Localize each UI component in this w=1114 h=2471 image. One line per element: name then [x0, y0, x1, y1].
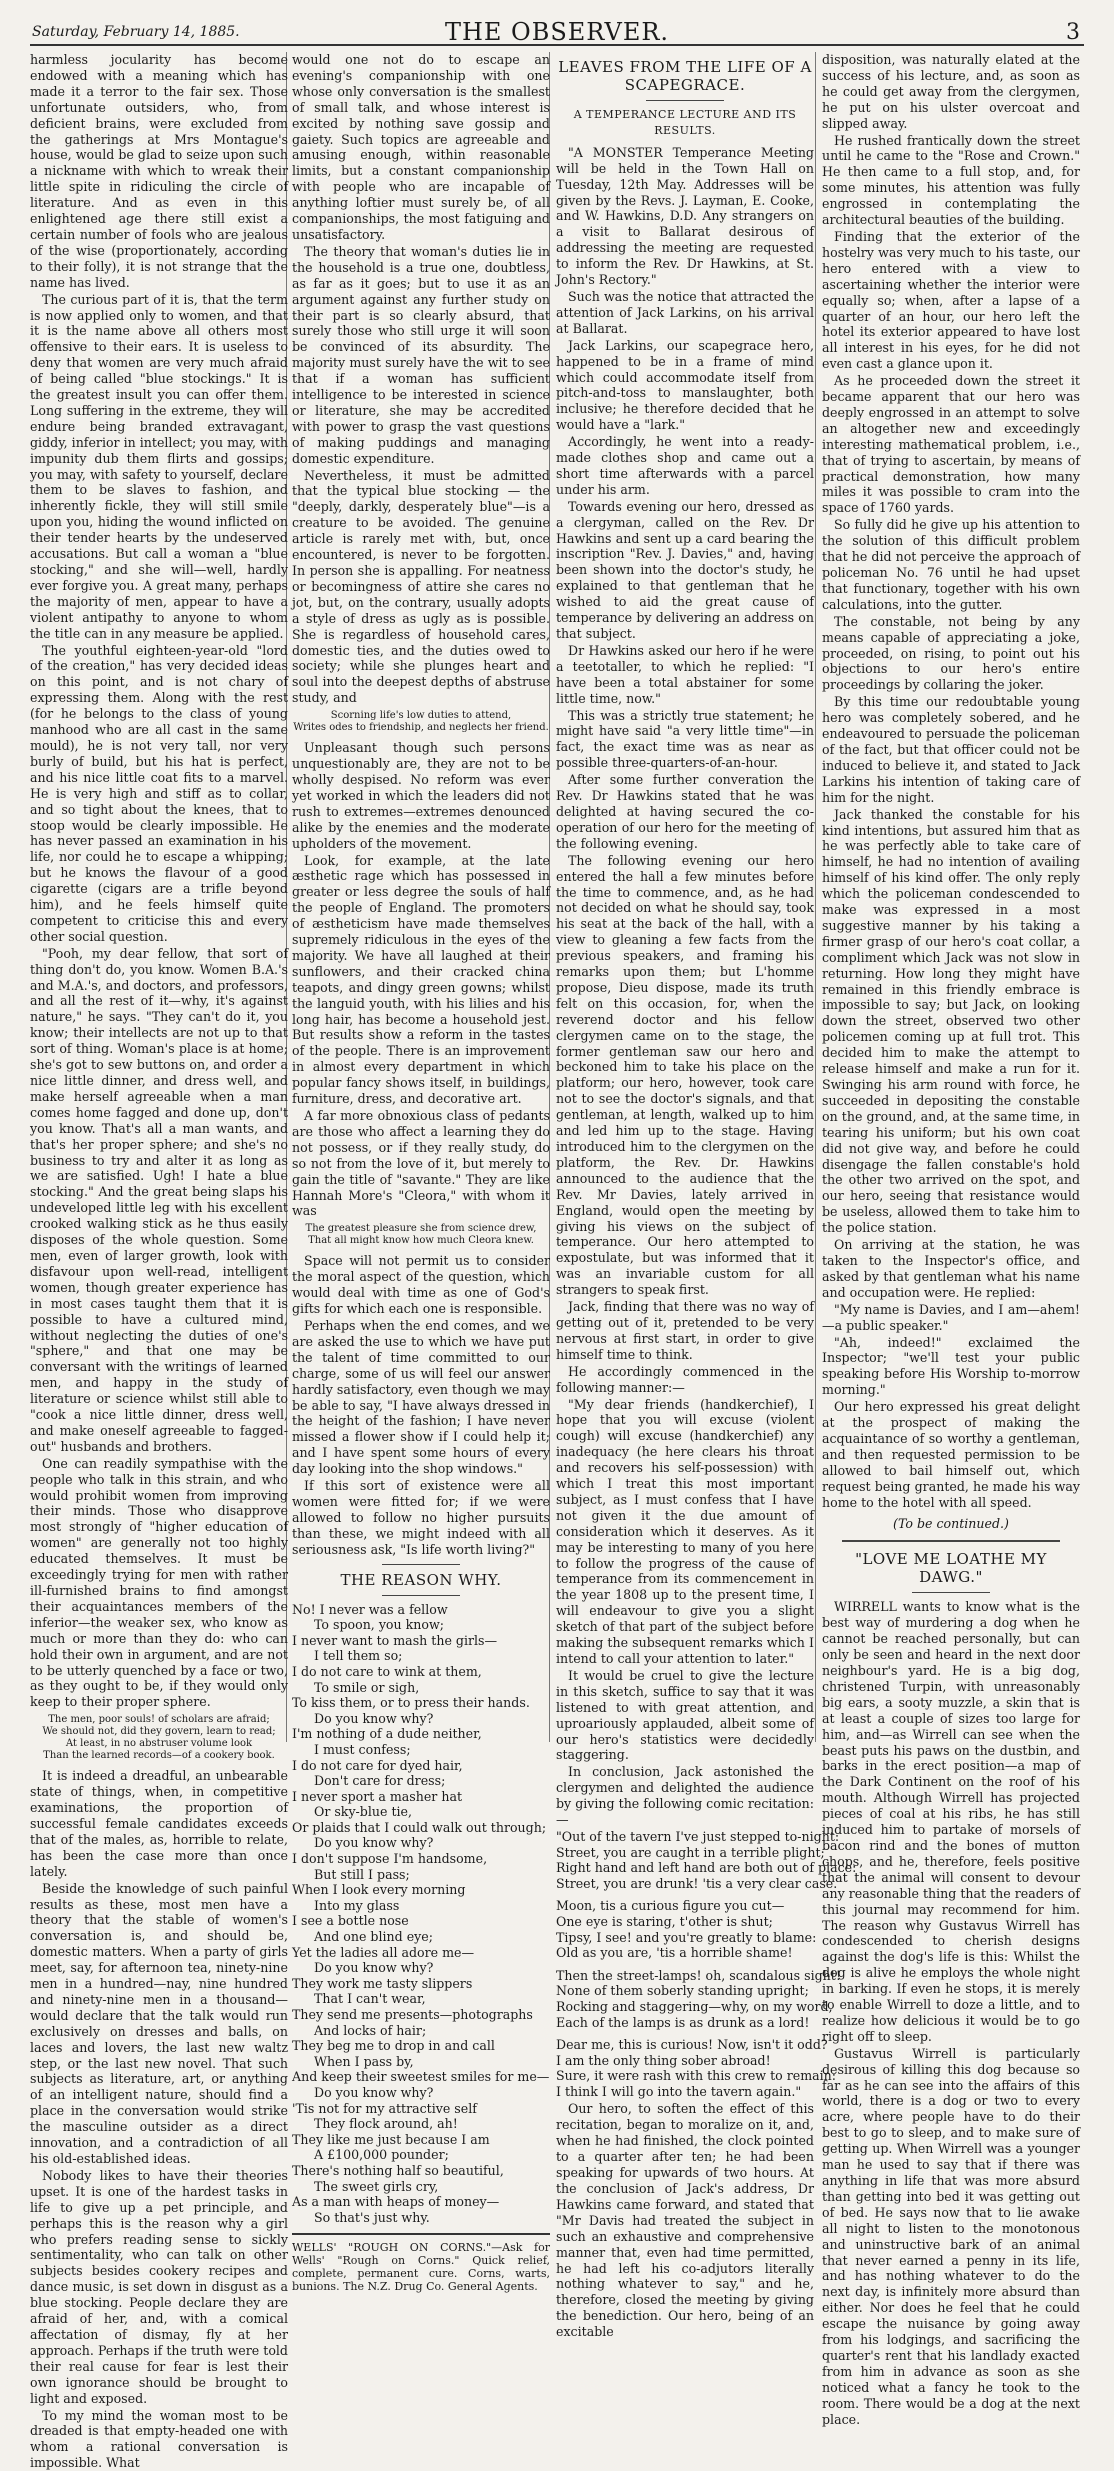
to-be-continued: (To be continued.)	[822, 1516, 1080, 1532]
paragraph: WIRRELL wants to know what is the best way of murdering a dog when he cannot be reached personally, but can only be seen and heard in the next door neighbour's yard. He is a big dog, christened Turpin, with unreasonably big ears, a sooty muzzle, a skin that is at least a couple of sizes too large for him, and—as Wirrell can see when the beast puts his paws on the dustbin, and barks in the erect position—a map of the Dark Continent on the roof of his mouth. Although Wirrell has projected pieces of coal at his ribs, he has still induced him to partake of morsels of bacon rind and the bones of mutton chops, and he, therefore, feels positive that the animal will consent to devour any reasonable thing that the readers of this journal may recommend for him. The reason why Gustavus Wirrell has condescended to cherish designs against the dog's life is this: Whilst the dog is alive he employs the whole night in barking. If even he stops, it is merely to enable Wirrell to doze a little, and to realize how delicious it would be to go right off to sleep.	[822, 1599, 1080, 2044]
poem-line: But still I pass;	[292, 1867, 550, 1883]
newspaper-title: THE OBSERVER.	[30, 18, 1084, 46]
poem-line: Sure, it were rash with this crew to remain:	[556, 2068, 814, 2084]
poem-line: A £100,000 pounder;	[292, 2147, 550, 2163]
poem-title: THE REASON WHY.	[292, 1571, 550, 1589]
paragraph: disposition, was naturally elated at the success of his lecture, and, as soon as he could get away from the clergymen, he put on his ulster overcoat and slipped away.	[822, 52, 1080, 132]
poem-line: The sweet girls cry,	[292, 2179, 550, 2195]
poem-line: I am the only thing sober abroad!	[556, 2053, 814, 2069]
poem-line: None of them soberly standing upright;	[556, 1983, 814, 1999]
divider	[912, 1592, 990, 1593]
paragraph: Such was the notice that attracted the attention of Jack Larkins, on his arrival at Ballarat.	[556, 289, 814, 337]
paragraph: Look, for example, at the late æsthetic rage which has possessed in greater or less degree the souls of half the people of England. The promoters of æstheticism have made themselves supremely ridiculous in the eyes of the majority. We have all laughed at their sunflowers, and their cracked china teapots, and dingy green gowns; whilst the languid youth, with his lilies and his long hair, has become a household jest. But results show a reform in the tastes of the people. There is an improvement in almost every department in which popular fancy shows itself, in buildings, furniture, dress, and decorative art.	[292, 853, 550, 1108]
poem-line: "Out of the tavern I've just stepped to-night:	[556, 1829, 814, 1845]
column-rule	[815, 52, 816, 1742]
masthead	[30, 14, 1084, 46]
poem-line: Don't care for dress;	[292, 1773, 550, 1789]
poem-line: To kiss them, or to press their hands.	[292, 1695, 550, 1711]
poem-line: They flock around, ah!	[292, 2116, 550, 2132]
paragraph: "Pooh, my dear fellow, that sort of thing don't do, you know. Women B.A.'s and M.A.'s, and doctors, and professors, and all the rest of it—why, it's against nature," he says. "They can't do it, you know; their intellects are not up to that sort of thing. Woman's place is at home; she's got to sew buttons on, and order a nice little dinner, and dress well, and make herself agreeable when a man comes home fagged and done up, don't you know. That's all a man wants, and that's her proper sphere; and she's no business to try and alter it as long as we are satisfied. Ugh! I hate a blue stocking." And the great being slaps his undeveloped little leg with his excellent crooked walking stick as he thus easily disposes of the whole question. Some men, even of larger growth, look with disfavour upon well-read, intelligent women, though greater experience has in most cases taught them that it is possible to have a cultured mind, without neglecting the duties of one's "sphere," and that one may be conversant with the writings of learned men, and happy in the study of literature or science whilst still able to "cook a nice little dinner, dress well, and make oneself agreeable to fagged-out" husbands and brothers.	[30, 946, 288, 1455]
paragraph: He rushed frantically down the street until he came to the "Rose and Crown." He then came to a full stop, and, for some minutes, his attention was fully engrossed in contemplating the architectural beauties of the building.	[822, 133, 1080, 228]
poem-line: One eye is staring, t'other is shut;	[556, 1914, 814, 1930]
poem-line: Or sky-blue tie,	[292, 1804, 550, 1820]
verse-line: We should not, did they govern, learn to read;	[30, 1726, 288, 1738]
paragraph: Our hero, to soften the effect of this recitation, began to moralize on it, and, when he had finished, the clock pointed to a quarter after ten; he had been speaking for upwards of two hours. At the conclusion of Jack's address, Dr Hawkins came forward, and stated that "Mr Davis had treated the subject in such an exhaustive and comprehensive manner that, even had time permitted, he had left his co-adjutors literally nothing whatever to say," and he, therefore, closed the meeting by giving the benediction. Our hero, being of an excitable	[556, 2101, 814, 2340]
poem-line: There's nothing half so beautiful,	[292, 2163, 550, 2179]
poem-line: They like me just because I am	[292, 2132, 550, 2148]
paragraph: To my mind the woman most to be dreaded is that empty-headed one with whom a rational conversation is impossible. What	[30, 2408, 288, 2471]
paragraph: It would be cruel to give the lecture in this sketch, suffice to say that it was listened to with great attention, and uproariously applauded, albeit some of our hero's statistics were decidedly staggering.	[556, 1668, 814, 1763]
poem-line: Tipsy, I see! and you're greatly to blame:	[556, 1930, 814, 1946]
paragraph: The constable, not being by any means capable of appreciating a joke, proceeded, on rising, to point out his objections to our hero's entire proceedings by collaring the joker.	[822, 614, 1080, 694]
paragraph: Accordingly, he went into a ready-made clothes shop and came out a short time afterwards with a parcel under his arm.	[556, 434, 814, 498]
paragraph: Space will not permit us to consider the moral aspect of the question, which would deal with time as one of God's gifts for which each one is responsible.	[292, 1253, 550, 1317]
poem-line: Rocking and staggering—why, on my word,	[556, 1999, 814, 2015]
poem-line: Into my glass	[292, 1898, 550, 1914]
poem-line: And locks of hair;	[292, 2023, 550, 2039]
verse-line: Writes odes to friendship, and neglects her friend.	[292, 722, 550, 734]
poem-line: As a man with heaps of money—	[292, 2194, 550, 2210]
poem-line: Moon, tis a curious figure you cut—	[556, 1898, 814, 1914]
paragraph: Gustavus Wirrell is particularly desirous of killing this dog because so far as he can see into the affairs of this world, there is a dog or two to every acre, where people have to do their best to go to sleep, and to make sure of getting up. When Wirrell was a younger man he used to say that if there was anything in life that was more absurd than getting into bed it was getting out of bed. He says now that to lie awake all night to listen to the monotonous and uninstructive bark of an animal that never earned a penny in its life, and has nothing whatever to do the next day, is infinitely more absurd than either. Nor does he feel that he could escape the nuisance by going away from his lodgings, and sacrificing the quarter's rent that his landlady exacted from him in advance as soon as she noticed what a fancy he took to the room. There would be a dog at the next place.	[822, 2046, 1080, 2428]
poem-line: And one blind eye;	[292, 1929, 550, 1945]
page-number: 3	[1066, 20, 1080, 45]
column-4	[822, 52, 1080, 1742]
poem-line: When I pass by,	[292, 2054, 550, 2070]
column-3	[556, 52, 814, 1742]
stanza-break	[556, 1891, 814, 1898]
poem-line: I'm nothing of a dude neither,	[292, 1726, 550, 1742]
paragraph: "My name is Davies, and I am—ahem!—a public speaker."	[822, 1302, 1080, 1334]
paragraph: This was a strictly true statement; he might have said "a very little time"—in fact, the exact time was as near as possible three-quarters-of-an-hour.	[556, 708, 814, 772]
paragraph: Jack, finding that there was no way of getting out of it, pretended to be very nervous at first start, in order to give himself time to think.	[556, 1299, 814, 1363]
paragraph: Jack Larkins, our scapegrace hero, happened to be in a frame of mind which could accommodate itself from pitch-and-toss to manslaughter, both inclusive; he therefore decided that he would have a "lark."	[556, 338, 814, 433]
poem-line: I don't suppose I'm handsome,	[292, 1851, 550, 1867]
paragraph: Perhaps when the end comes, and we are asked the use to which we have put the talent of time committed to our charge, some of us will feel our answer hardly satisfactory, even though we may be able to say, "I have always dressed in the height of the fashion; I have never missed a flower show if I could help it; and I have spent some hours of every day looking into the shop windows."	[292, 1318, 550, 1477]
poem-line: Street, you are drunk! 'tis a very clear case.	[556, 1876, 814, 1892]
paragraph: In conclusion, Jack astonished the clergymen and delighted the audience by giving the following comic recitation:—	[556, 1764, 814, 1828]
paragraph: Nobody likes to have their theories upset. It is one of the hardest tasks in life to give up a pet principle, and perhaps this is the reason why a girl who prefers reading sense to sickly sentimentality, who can talk on other subjects besides cookery recipes and dance music, is set down in disgust as a blue stocking. People declare they are afraid of her, and, with a comical affectation of dismay, fly at her approach. Perhaps if the truth were told their real cause for fear is lest their own ignorance should be brought to light and exposed.	[30, 2168, 288, 2407]
paragraph: Towards evening our hero, dressed as a clergyman, called on the Rev. Dr Hawkins and sent up a card bearing the inscription "Rev. J. Davies," and, having been shown into the doctor's study, he explained to that gentleman that he wished to aid the great cause of temperance by delivering an address on that subject.	[556, 499, 814, 642]
poem-line: I see a bottle nose	[292, 1913, 550, 1929]
paragraph: He accordingly commenced in the following manner:—	[556, 1364, 814, 1396]
advertisement: WELLS' "ROUGH ON CORNS."—Ask for Wells' "Rough on Corns." Quick relief, complete, permanent cure. Corns, warts, bunions. The N.Z. Drug Co. General Agents.	[292, 2233, 550, 2293]
poem-line: To spoon, you know;	[292, 1617, 550, 1633]
poem-line: I tell them so;	[292, 1648, 550, 1664]
poem-line: When I look every morning	[292, 1882, 550, 1898]
verse-line: The men, poor souls! of scholars are afraid;	[30, 1714, 288, 1726]
paragraph: "My dear friends (handkerchief), I hope that you will excuse (violent cough) will excuse (handkerchief) any inadequacy (he here clears his throat and recovers his self-possession) with which I treat this most important subject, as I must confess that I have not given it the due amount of consideration which it deserves. As it may be interesting to many of you here to follow the progress of the cause of temperance from its commencement in the year 1808 up to the present time, I will endeavour to give you a slight sketch of that part of the subject before making the subsequent remarks which I intend to call your attention to later."	[556, 1397, 814, 1667]
paragraph: The theory that woman's duties lie in the household is a true one, doubtless, as far as it goes; but to use it as an argument against any further study on their part is so clearly absurd, that surely those who still urge it will soon be convinced of its absurdity. The majority must surely have the wit to see that if a woman has sufficient intelligence to be interested in science or literature, she may be accredited with power to grasp the vast questions of making puddings and managing domestic expenditure.	[292, 244, 550, 467]
poem-line: They send me presents—photographs	[292, 2007, 550, 2023]
verse-quote	[30, 1714, 288, 1762]
paragraph: If this sort of existence were all women were fitted for; if we were allowed to follow no higher pursuits than these, we might indeed with all seriousness ask, "Is life worth living?"	[292, 1478, 550, 1558]
poem-line: Yet the ladies all adore me—	[292, 1945, 550, 1961]
paragraph: Dr Hawkins asked our hero if he were a teetotaller, to which he replied: "I have been a total abstainer for some little time, now."	[556, 643, 814, 707]
paragraph: It is indeed a dreadful, an unbearable state of things, when, in competitive examinations, the proportion of successful female candidates exceeds that of the males, as, horrible to relate, has been the case more than once lately.	[30, 1768, 288, 1879]
paragraph: The following evening our hero entered the hall a few minutes before the time to commence, and, as he had not decided on what he should say, took his seat at the back of the hall, with a view to gleaning a few facts from the previous speakers, and framing his remarks upon them; but L'homme propose, Dieu dispose, made its truth felt on this occasion, for, when the reverend doctor and his fellow clergymen came on to the stage, the former gentleman saw our hero and beckoned him to take his place on the platform; our hero, however, took care not to see the doctor's signals, and that gentleman, at length, walked up to him and led him up to the stage. Having introduced him to the clergymen on the platform, the Rev. Dr. Hawkins announced to the audience that the Rev. Mr Davies, lately arrived in England, would open the meeting by giving his views on the subject of temperance. Our hero attempted to expostulate, but was informed that it was an invariable custom for all strangers to speak first.	[556, 853, 814, 1298]
verse-quote	[292, 710, 550, 734]
poem-line: Street, you are caught in a terrible plight;	[556, 1845, 814, 1861]
article-title: LEAVES FROM THE LIFE OF A SCAPEGRACE.	[556, 58, 814, 94]
paragraph: After some further converation the Rev. Dr Hawkins stated that he was delighted at having secured the co-operation of our hero for the meeting of the following evening.	[556, 772, 814, 852]
poem-line: Old as you are, 'tis a horrible shame!	[556, 1945, 814, 1961]
verse-line: Than the learned records—of a cookery book.	[30, 1750, 288, 1762]
paragraph: Nevertheless, it must be admitted that the typical blue stocking — the "deeply, darkly, desperately blue"—is a creature to be avoided. The genuine article is rarely met with, but, once encountered, is never to be forgotten. In person she is appalling. For neatness or becomingness of attire she cares no jot, but, on the contrary, usually adopts a style of dress as ugly as is possible. She is regardless of household cares, domestic ties, and the duties owed to society; while she plunges heart and soul into the deepest depths of abstruse study, and	[292, 468, 550, 707]
poem-line: That I can't wear,	[292, 1991, 550, 2007]
paragraph: So fully did he give up his attention to the solution of this difficult problem that he did not perceive the approach of policeman No. 76 until he had upset that functionary, together with his own calculations, into the gutter.	[822, 517, 1080, 612]
paragraph: On arriving at the station, he was taken to the Inspector's office, and asked by that gentleman what his name and occupation were. He replied:	[822, 1237, 1080, 1301]
poem-line: I never sport a masher hat	[292, 1789, 550, 1805]
poem-line: And keep their sweetest smiles for me—	[292, 2069, 550, 2085]
paragraph: A far more obnoxious class of pedants are those who affect a learning they do not possess, or if they really study, do so not from the love of it, but merely to gain the title of "savante." They are like Hannah More's "Cleora," with whom it was	[292, 1108, 550, 1219]
poem-line: I do not care for dyed hair,	[292, 1758, 550, 1774]
poem-line: Do you know why?	[292, 1711, 550, 1727]
divider	[382, 1564, 460, 1565]
paragraph: harmless jocularity has become endowed with a meaning which has made it a terror to the fair sex. Those unfortunate outsiders, who, from deficient brains, were excluded from the gatherings at Mrs Montague's house, would be glad to seize upon such a nickname with which to wreak their little spite in ridiculing the circle of literature. And as even in this enlightened age there still exist a certain number of fools who are jealous of the wise (proportionately, according to their folly), it is not strange that the name has lived.	[30, 52, 288, 291]
paragraph: The youthful eighteen-year-old "lord of the creation," has very decided ideas on this point, and is not chary of expressing them. Along with the rest (for he belongs to the class of young manhood who are all cast in the same mould), he is not very tall, nor very burly of build, but his hat is perfect, and his nice little coat fits to a marvel. He is very high and stiff as to collar, and so tight about the knees, that to stoop would be clearly impossible. He has never passed an examination in his life, nor could he to escape a whipping; but he knows the flavour of a good cigarette (cigars are a trifle beyond him), and he feels himself quite competent to criticise this and every other social question.	[30, 643, 288, 945]
stanza-break	[556, 1961, 814, 1968]
stanza-break	[556, 2030, 814, 2037]
poem-line: They beg me to drop in and call	[292, 2038, 550, 2054]
paragraph: would one not do to escape an evening's companionship with one whose only conversation is the smallest of small talk, and whose interest is excited by nothing save gossip and gaiety. Such topics are agreeable and amusing enough, within reasonable limits, but a constant companionship with people who are incapable of anything loftier must surely be, of all companionships, the most fatiguing and unsatisfactory.	[292, 52, 550, 243]
paragraph: Our hero expressed his great delight at the prospect of making the acquaintance of so worthy a gentleman, and then requested permission to be allowed to bail himself out, which request being granted, he made his way home to the hotel with all speed.	[822, 1399, 1080, 1510]
divider	[382, 1595, 460, 1596]
poem-line: Or plaids that I could walk out through;	[292, 1820, 550, 1836]
paragraph: "A MONSTER Temperance Meeting will be held in the Town Hall on Tuesday, 12th May. Addresses will be given by the Revs. J. Layman, E. Cooke, and W. Hawkins, D.D. Any strangers on a visit to Ballarat desirous of addressing the meeting are requested to inform the Rev. Dr Hawkins, at St. John's Rectory."	[556, 145, 814, 288]
poem-line: Dear me, this is curious! Now, isn't it odd?	[556, 2037, 814, 2053]
issue-date: Saturday, February 14, 1885.	[32, 24, 240, 40]
poem-line: I must confess;	[292, 1742, 550, 1758]
verse-quote	[292, 1223, 550, 1247]
article-title: "LOVE ME LOATHE MY DAWG."	[822, 1550, 1080, 1586]
paragraph: As he proceeded down the street it became apparent that our hero was deeply engrossed in an attempt to solve an altogether new and exceedingly interesting mathematical problem, i.e., that of trying to ascertain, by means of practical demonstration, how many miles it was possible to cram into the space of 1760 yards.	[822, 373, 1080, 516]
paragraph: Unpleasant though such persons unquestionably are, they are not to be wholly despised. No reform was ever yet worked in which the leaders did not rush to extremes—extremes denounced alike by the enemies and the moderate upholders of the movement.	[292, 740, 550, 851]
column-2	[292, 52, 550, 1742]
poem-line: Each of the lamps is as drunk as a lord!	[556, 2015, 814, 2031]
paragraph: Jack thanked the constable for his kind intentions, but assured him that as he was perfectly able to take care of himself, he had no intention of availing himself of his kind offer. The only reply which the policeman condescended to make was expressed in a most suggestive manner by his taking a firmer grasp of our hero's coat collar, a compliment which Jack was not slow in returning. How long they might have remained in this friendly embrace is impossible to say; but Jack, on looking down the street, observed two other policemen coming up at full trot. This decided him to make the attempt to release himself and make a run for it. Swinging his arm round with force, he succeeded in depositing the constable on the ground, and, at the same time, in tearing his uniform; but his own coat did not give way, and before he could disengage the fallen constable's hold the other two arrived on the spot, and our hero, seeing that resistance would be useless, allowed them to take him to the police station.	[822, 807, 1080, 1236]
poem-line: Do you know why?	[292, 1960, 550, 1976]
poem-line: Then the street-lamps! oh, scandalous sight!	[556, 1968, 814, 1984]
poem-line: 'Tis not for my attractive self	[292, 2101, 550, 2117]
recitation	[556, 1829, 814, 2100]
paragraph: The curious part of it is, that the term is now applied only to women, and that it is the name above all others most offensive to their ears. It is useless to deny that women are very much afraid of being called "blue stockings." It is the greatest insult you can offer them. Long suffering in the extreme, they will endure being branded extravagant, giddy, inferior in intellect; you may, with impunity dub them flirts and gossips; you may, with safety to yourself, declare them to be slaves to fashion, and inherently fickle, they will still smile upon you, hiding the wound inflicted on their tender hearts by the undeserved accusations. But call a woman a "blue stocking," and she will—well, hardly ever forgive you. A great many, perhaps the majority of men, appear to have a violent antipathy to anyone to whom the title can in any measure be applied.	[30, 292, 288, 642]
poem-line: I think I will go into the tavern again."	[556, 2084, 814, 2100]
poem-line: I do not care to wink at them,	[292, 1664, 550, 1680]
paragraph: "Ah, indeed!" exclaimed the Inspector; "we'll test your public speaking before His Worship to-morrow morning."	[822, 1335, 1080, 1399]
paragraph: Finding that the exterior of the hostelry was very much to his taste, our hero entered with a view to ascertaining whether the interior were equally so; when, after a lapse of a quarter of an hour, our hero left the hotel its exterior appeared to have lost all interest in his eyes, for he did not even cast a glance upon it.	[822, 229, 1080, 372]
verse-line: At least, in no abstruser volume look	[30, 1738, 288, 1750]
paragraph: By this time our redoubtable young hero was completely sobered, and he endeavoured to persuade the policeman of the fact, but that officer could not be induced to believe it, and stated to Jack Larkins his intention of taking care of him for the night.	[822, 694, 1080, 805]
poem-line: Right hand and left hand are both out of place:	[556, 1860, 814, 1876]
column-1	[30, 52, 288, 1742]
paragraph: One can readily sympathise with the people who talk in this strain, and who would prohibit women from improving their minds. Those who disapprove most strongly of "higher education of women" are generally not too highly educated themselves. It must be exceedingly trying for men with rather ill-furnished brains to find amongst their acquaintances members of the inferior—the weaker sex, who know as much or more than they do: who can hold their own in argument, and are not to be utterly quenched by a face or two, as they ought to be, if they would only keep to their proper sphere.	[30, 1456, 288, 1711]
verse-line: Scorning life's low duties to attend,	[292, 710, 550, 722]
poem-line: Do you know why?	[292, 2085, 550, 2101]
poem-line: They work me tasty slippers	[292, 1976, 550, 1992]
poem-line: To smile or sigh,	[292, 1680, 550, 1696]
poem-line: So that's just why.	[292, 2210, 550, 2226]
divider	[842, 1540, 1060, 1542]
paragraph: Beside the knowledge of such painful results as these, most men have a theory that the stable of women's conversation is, and should be, domestic matters. When a party of girls meet, say, for afternoon tea, ninety-nine men in a hundred—nay, nine hundred and ninety-nine men in a thousand—would declare that the talk would run exclusively on dresses and balls, on laces and lovers, the last new waltz step, or the last new novel. That such subjects as literature, art, or anything of an intelligent nature, should find a place in the conversation would strike the masculine outsider as a direct innovation, and a contradiction of all his old-established ideas.	[30, 1881, 288, 2167]
poem	[292, 1602, 550, 2226]
divider	[646, 100, 724, 101]
poem-line: Do you know why?	[292, 1835, 550, 1851]
article-subtitle: A TEMPERANCE LECTURE AND ITS RESULTS.	[556, 107, 814, 139]
verse-line: The greatest pleasure she from science drew,	[292, 1223, 550, 1235]
poem-line: I never want to mash the girls—	[292, 1633, 550, 1649]
verse-line: That all might know how much Cleora knew.	[292, 1235, 550, 1247]
poem-line: No! I never was a fellow	[292, 1602, 550, 1618]
